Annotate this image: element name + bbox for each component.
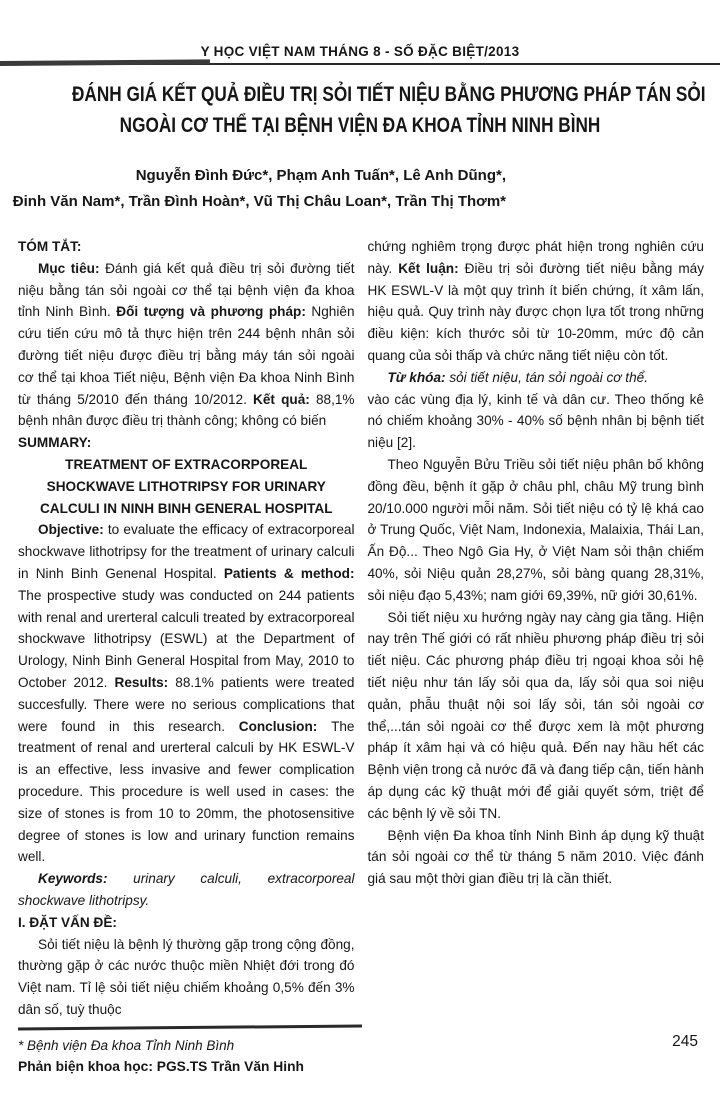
footnote-affiliation: * Bệnh viện Đa khoa Tỉnh Ninh Bình bbox=[18, 1037, 235, 1053]
summary-title-line2: SHOCKWAVE LITHOTRIPSY FOR URINARY bbox=[46, 478, 326, 494]
right-column bbox=[368, 236, 705, 1021]
keywords-paragraph: Keywords: urinary calculi, extracorporeal shockwave lithotripsy. bbox=[18, 871, 355, 908]
summary-title-line1: TREATMENT OF EXTRACORPOREAL bbox=[65, 456, 308, 472]
left-column bbox=[18, 236, 355, 1021]
abstract-continued-paragraph: chứng nghiêm trọng được phát hiện trong nghiên cứu này. Kết luận: Điều trị sỏi đường tiết niệu bằng máy HK ESWL-V là một quy trình ít biến chứng, ít xâm lấn, hiệu quả. Quy trình này được chọn lựa tốt trong những điều kiện: kích thước sỏi từ 10-20mm, mức độ cản quang của sỏi thấp và chức năng tiết niệu còn tốt. bbox=[367, 239, 705, 363]
authors-line1: Nguyễn Đình Đức*, Phạm Anh Tuấn*, Lê Anh Dũng*, bbox=[135, 167, 506, 184]
authors-block bbox=[0, 163, 506, 215]
summary-title-line3: CALCULI IN NINH BINH GENERAL HOSPITAL bbox=[39, 500, 333, 516]
summary-title bbox=[18, 454, 355, 519]
section1-heading: I. ĐẶT VẤN ĐỀ: bbox=[18, 914, 117, 930]
body-paragraph-1: vào các vùng địa lý, kinh tế và dân cư. Theo thống kê nó chiếm khoảng 30% - 40% số bệnh nhân bị bệnh tiết niệu [2]. bbox=[367, 391, 704, 451]
summary-paragraph: Objective: to evaluate the efficacy of extracorporeal shockwave lithotripsy for the treatment of urinary calculi in Ninh Binh Genenal Hospital. Patients & method: The prospective study was conducted on 244 patients with renal and urerteral calculi treated by extracorporeal shockwave lithotripsy (ESWL) at the Department of Urology, Ninh Binh General Hospital from May, 2010 to October 2012. Results: 88.1% patients were treated succesfully. There were no serious complications that were found in this research. Conclusion: The treatment of renal and urerteral calculi by HK ESWL-V is an effective, less invasive and fewer complication procedure. This procedure is well used in cases: the size of stones is from 10 to 20mm, the photosensitive degree of stones is low and urinary function remains well. bbox=[18, 522, 355, 865]
two-column-body bbox=[18, 236, 704, 1021]
authors-line2: Đinh Văn Nam*, Trần Đình Hoàn*, Vũ Thị Châu Loan*, Trần Thị Thơm* bbox=[12, 193, 506, 210]
body-paragraph-3: Sỏi tiết niệu xu hướng ngày nay càng gia tăng. Hiện nay trên Thế giới có rất nhiều phương pháp điều trị sỏi tiết niệu. Các phương pháp điều trị ngoại khoa sỏi hệ tiết niệu như tán lấy sỏi qua da, lấy sỏi qua soi niệu quản, phẫu thuật nội soi lấy sỏi, tán sỏi ngoài cơ thể,...tán sỏi ngoài cơ thể được xem là một phương pháp ít xâm hại và có hiệu quả. Đến nay hầu hết các Bệnh viện trong cả nước đã và đang tiếp cận, tiến hành áp dụng các kỹ thuật mới để giải quyết sớm, triệt để các bệnh lý về sỏi TN. bbox=[367, 609, 704, 821]
article-title bbox=[0, 79, 720, 141]
introduction-paragraph: Sỏi tiết niệu là bệnh lý thường gặp trong cộng đồng, thường gặp ở các nước thuộc miền Nhiệt đới trong đó Việt nam. Tỉ lệ sỏi tiết niệu chiếm khoảng 0,5% đến 3% dân số, tuỳ thuộc bbox=[18, 936, 355, 1017]
footnote-rule bbox=[18, 1024, 362, 1030]
header-rule bbox=[0, 61, 720, 67]
footnote-reviewer: Phản biện khoa học: PGS.TS Trần Văn Hinh bbox=[18, 1058, 304, 1074]
abstract-paragraph: Mục tiêu: Đánh giá kết quả điều trị sỏi đường tiết niệu bằng tán sỏi ngoài cơ thể tại bệnh viện đa khoa tỉnh Ninh Bình. Đối tượng và phương pháp: Nghiên cứu tiến cứu mô tả thực hiện trên 244 bệnh nhân sỏi đường tiết niệu được điều trị bằng máy tán sỏi ngoài cơ thể tại khoa Tiết niệu, Bệnh viện Đa khoa Ninh Bình từ tháng 5/2010 đến tháng 10/2012. Kết quả: 88,1% bệnh nhân được điều trị thành công; không có biến bbox=[18, 260, 355, 429]
footnote-block bbox=[18, 1026, 362, 1077]
summary-heading: SUMMARY: bbox=[18, 435, 92, 451]
page-number: 245 bbox=[672, 1033, 698, 1050]
article-title-line2: NGOÀI CƠ THỂ TẠI BỆNH VIỆN ĐA KHOA TỈNH NINH BÌNH bbox=[119, 113, 601, 137]
body-paragraph-4: Bệnh viện Đa khoa tỉnh Ninh Bình áp dụng kỹ thuật tán sỏi ngoài cơ thể từ tháng 5 năm 2010. Việc đánh giá sau một thời gian điều trị là cần thiết. bbox=[367, 827, 704, 887]
tukhoa-paragraph: Từ khóa: sỏi tiết niệu, tán sỏi ngoài cơ thể. bbox=[387, 369, 648, 385]
header-rule-thick-segment bbox=[0, 59, 210, 66]
article-title-line1: ĐÁNH GIÁ KẾT QUẢ ĐIỀU TRỊ SỎI TIẾT NIỆU BẰNG PHƯƠNG PHÁP TÁN SỎI bbox=[72, 82, 706, 106]
body-paragraph-2: Theo Nguyễn Bửu Triều sỏi tiết niệu phân bố không đồng đều, bệnh ít gặp ở châu phl, châu Mỹ trung bình 20/10.000 người mỗi năm. Sỏi tiết niệu có tỷ lệ khá cao ở Trung Quốc, Việt Nam, Indonexia, Malaixia, Thái Lan, Ấn Độ... Theo Ngô Gia Hy, ở Việt Nam sỏi thận chiếm 40%, sỏi Niệu quản 28,27%, sỏi bàng quang 28,31%, sỏi niệu đạo 5,43%; nam giới 69,39%, nữ giới 30,61%. bbox=[367, 456, 704, 603]
journal-header: Y HỌC VIỆT NAM THÁNG 8 - SỐ ĐẶC BIỆT/2013 bbox=[200, 44, 520, 59]
abstract-heading: TÓM TẮT: bbox=[18, 239, 82, 254]
